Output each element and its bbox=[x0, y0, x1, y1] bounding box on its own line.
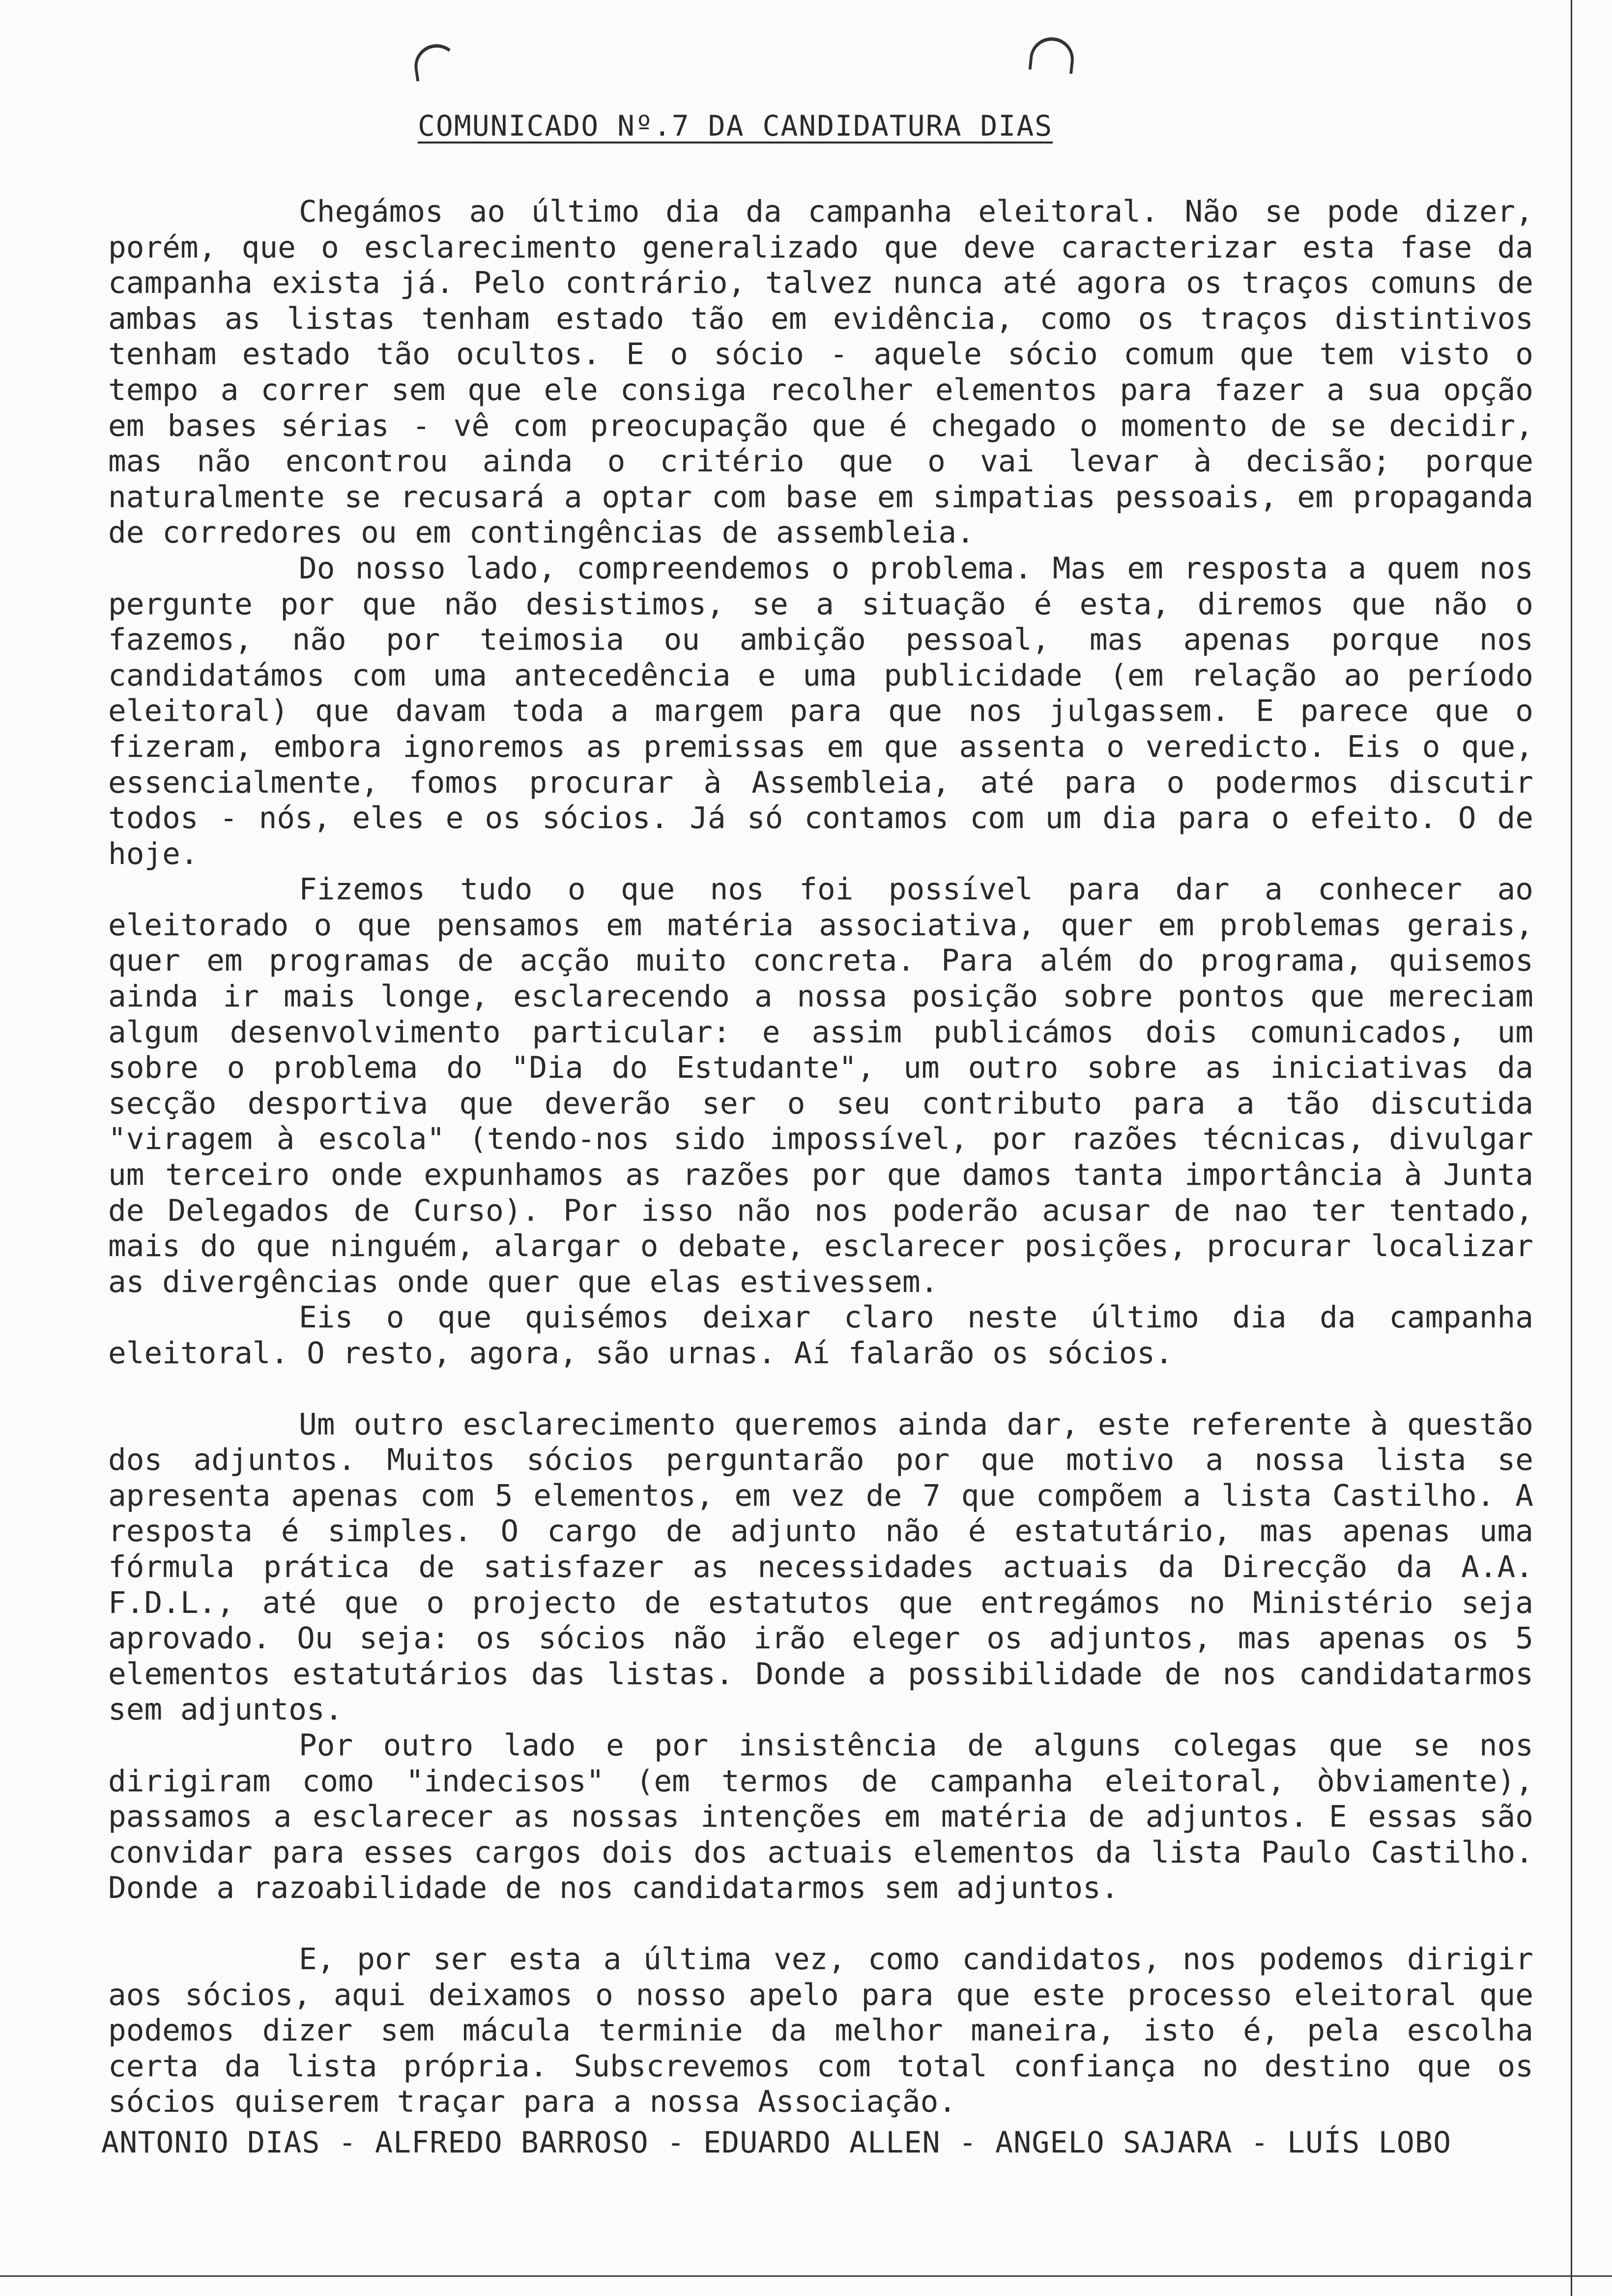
paragraph-3: Fizemos tudo o que nos foi possível para dar a conhecer ao eleitorado o que pensamos em matéria associativa, quer em problemas gerais, quer em programas de acção muito concreta. Para além do programa, quisemos ainda ir mais longe, esclarecendo a nossa posição sobre pontos que mereciam algum desenvolvimento particular: e assim publicámos dois comunicados, um sobre o problema do "Dia do Estudante", um outro sobre as iniciativas da secção desportiva que deverão ser o seu contributo para a tão discutida "viragem à escola" (tendo-nos sido impossível, por razões técnicas, divulgar um terceiro onde expunhamos as razões por que damos tanta importância à Junta de Delegados de Curso). Por isso não nos poderão acusar de nao ter tentado, mais do que ninguém, alargar o debate, esclarecer posições, procurar localizar as divergências onde quer que elas estivessem. bbox=[108, 872, 1533, 1299]
staple-mark-right bbox=[1029, 35, 1076, 74]
page-edge-line bbox=[1571, 0, 1572, 2296]
document-body bbox=[108, 194, 1533, 2120]
paragraph-4: Eis o que quisémos deixar claro neste último dia da campanha eleitoral. O resto, agora, são urnas. Aí falarão os sócios. bbox=[108, 1300, 1533, 1371]
paragraph-1: Chegámos ao último dia da campanha eleitoral. Não se pode dizer, porém, que o esclarecimento generalizado que deve caracterizar esta fase da campanha exista já. Pelo contrário, talvez nunca até agora os traços comuns de ambas as listas tenham estado tão em evidência, como os traços distintivos tenham estado tão ocultos. E o sócio - aquele sócio comum que tem visto o tempo a correr sem que ele consiga recolher elementos para fazer a sua opção em bases sérias - vê com preocupação que é chegado o momento de se decidir, mas não encontrou ainda o critério que o vai levar à decisão; porque naturalmente se recusará a optar com base em simpatias pessoais, em propaganda de corredores ou em contingências de assembleia. bbox=[108, 194, 1533, 550]
signatories-line: ANTONIO DIAS - ALFREDO BARROSO - EDUARDO ALLEN - ANGELO SAJARA - LUÍS LOBO bbox=[101, 2125, 1452, 2160]
paragraph-7: E, por ser esta a última vez, como candidatos, nos podemos dirigir aos sócios, aqui deixamos o nosso apelo para que este processo eleitoral que podemos dizer sem mácula terminie da melhor maneira, isto é, pela escolha certa da lista própria. Subscrevemos com total confiança no destino que os sócios quiserem traçar para a nossa Associação. bbox=[108, 1941, 1533, 2120]
paragraph-gap bbox=[108, 1372, 1533, 1407]
paragraph-2: Do nosso lado, compreendemos o problema. Mas em resposta a quem nos pergunte por que não desistimos, se a situação é esta, diremos que não o fazemos, não por teimosia ou ambição pessoal, mas apenas porque nos candidatámos com uma antecedência e uma publicidade (em relação ao período eleitoral) que davam toda a margem para que nos julgassem. E parece que o fizeram, embora ignoremos as premissas em que assenta o veredicto. Eis o que, essencialmente, fomos procurar à Assembleia, até para o podermos discutir todos - nós, eles e os sócios. Já só contamos com um dia para o efeito. O de hoje. bbox=[108, 550, 1533, 871]
document-title: COMUNICADO Nº.7 DA CANDIDATURA DIAS bbox=[418, 109, 1053, 143]
bottom-rule bbox=[0, 2275, 1612, 2277]
paragraph-5: Um outro esclarecimento queremos ainda dar, este referente à questão dos adjuntos. Muitos sócios perguntarão por que motivo a nossa lista se apresenta apenas com 5 elementos, em vez de 7 que compõem a lista Castilho. A resposta é simples. O cargo de adjunto não é estatutário, mas apenas uma fórmula prática de satisfazer as necessidades actuais da Direcção da A.A. F.D.L., até que o projecto de estatutos que entregámos no Ministério seja aprovado. Ou seja: os sócios não irão eleger os adjuntos, mas apenas os 5 elementos estatutários das listas. Donde a possibilidade de nos candidatarmos sem adjuntos. bbox=[108, 1406, 1533, 1727]
staple-mark-left bbox=[412, 41, 461, 82]
paragraph-gap bbox=[108, 1906, 1533, 1942]
paragraph-6: Por outro lado e por insistência de alguns colegas que se nos dirigiram como "indecisos" (em termos de campanha eleitoral, òbviamente), passamos a esclarecer as nossas intenções em matéria de adjuntos. E essas são convidar para esses cargos dois dos actuais elementos da lista Paulo Castilho. Donde a razoabilidade de nos candidatarmos sem adjuntos. bbox=[108, 1727, 1533, 1906]
